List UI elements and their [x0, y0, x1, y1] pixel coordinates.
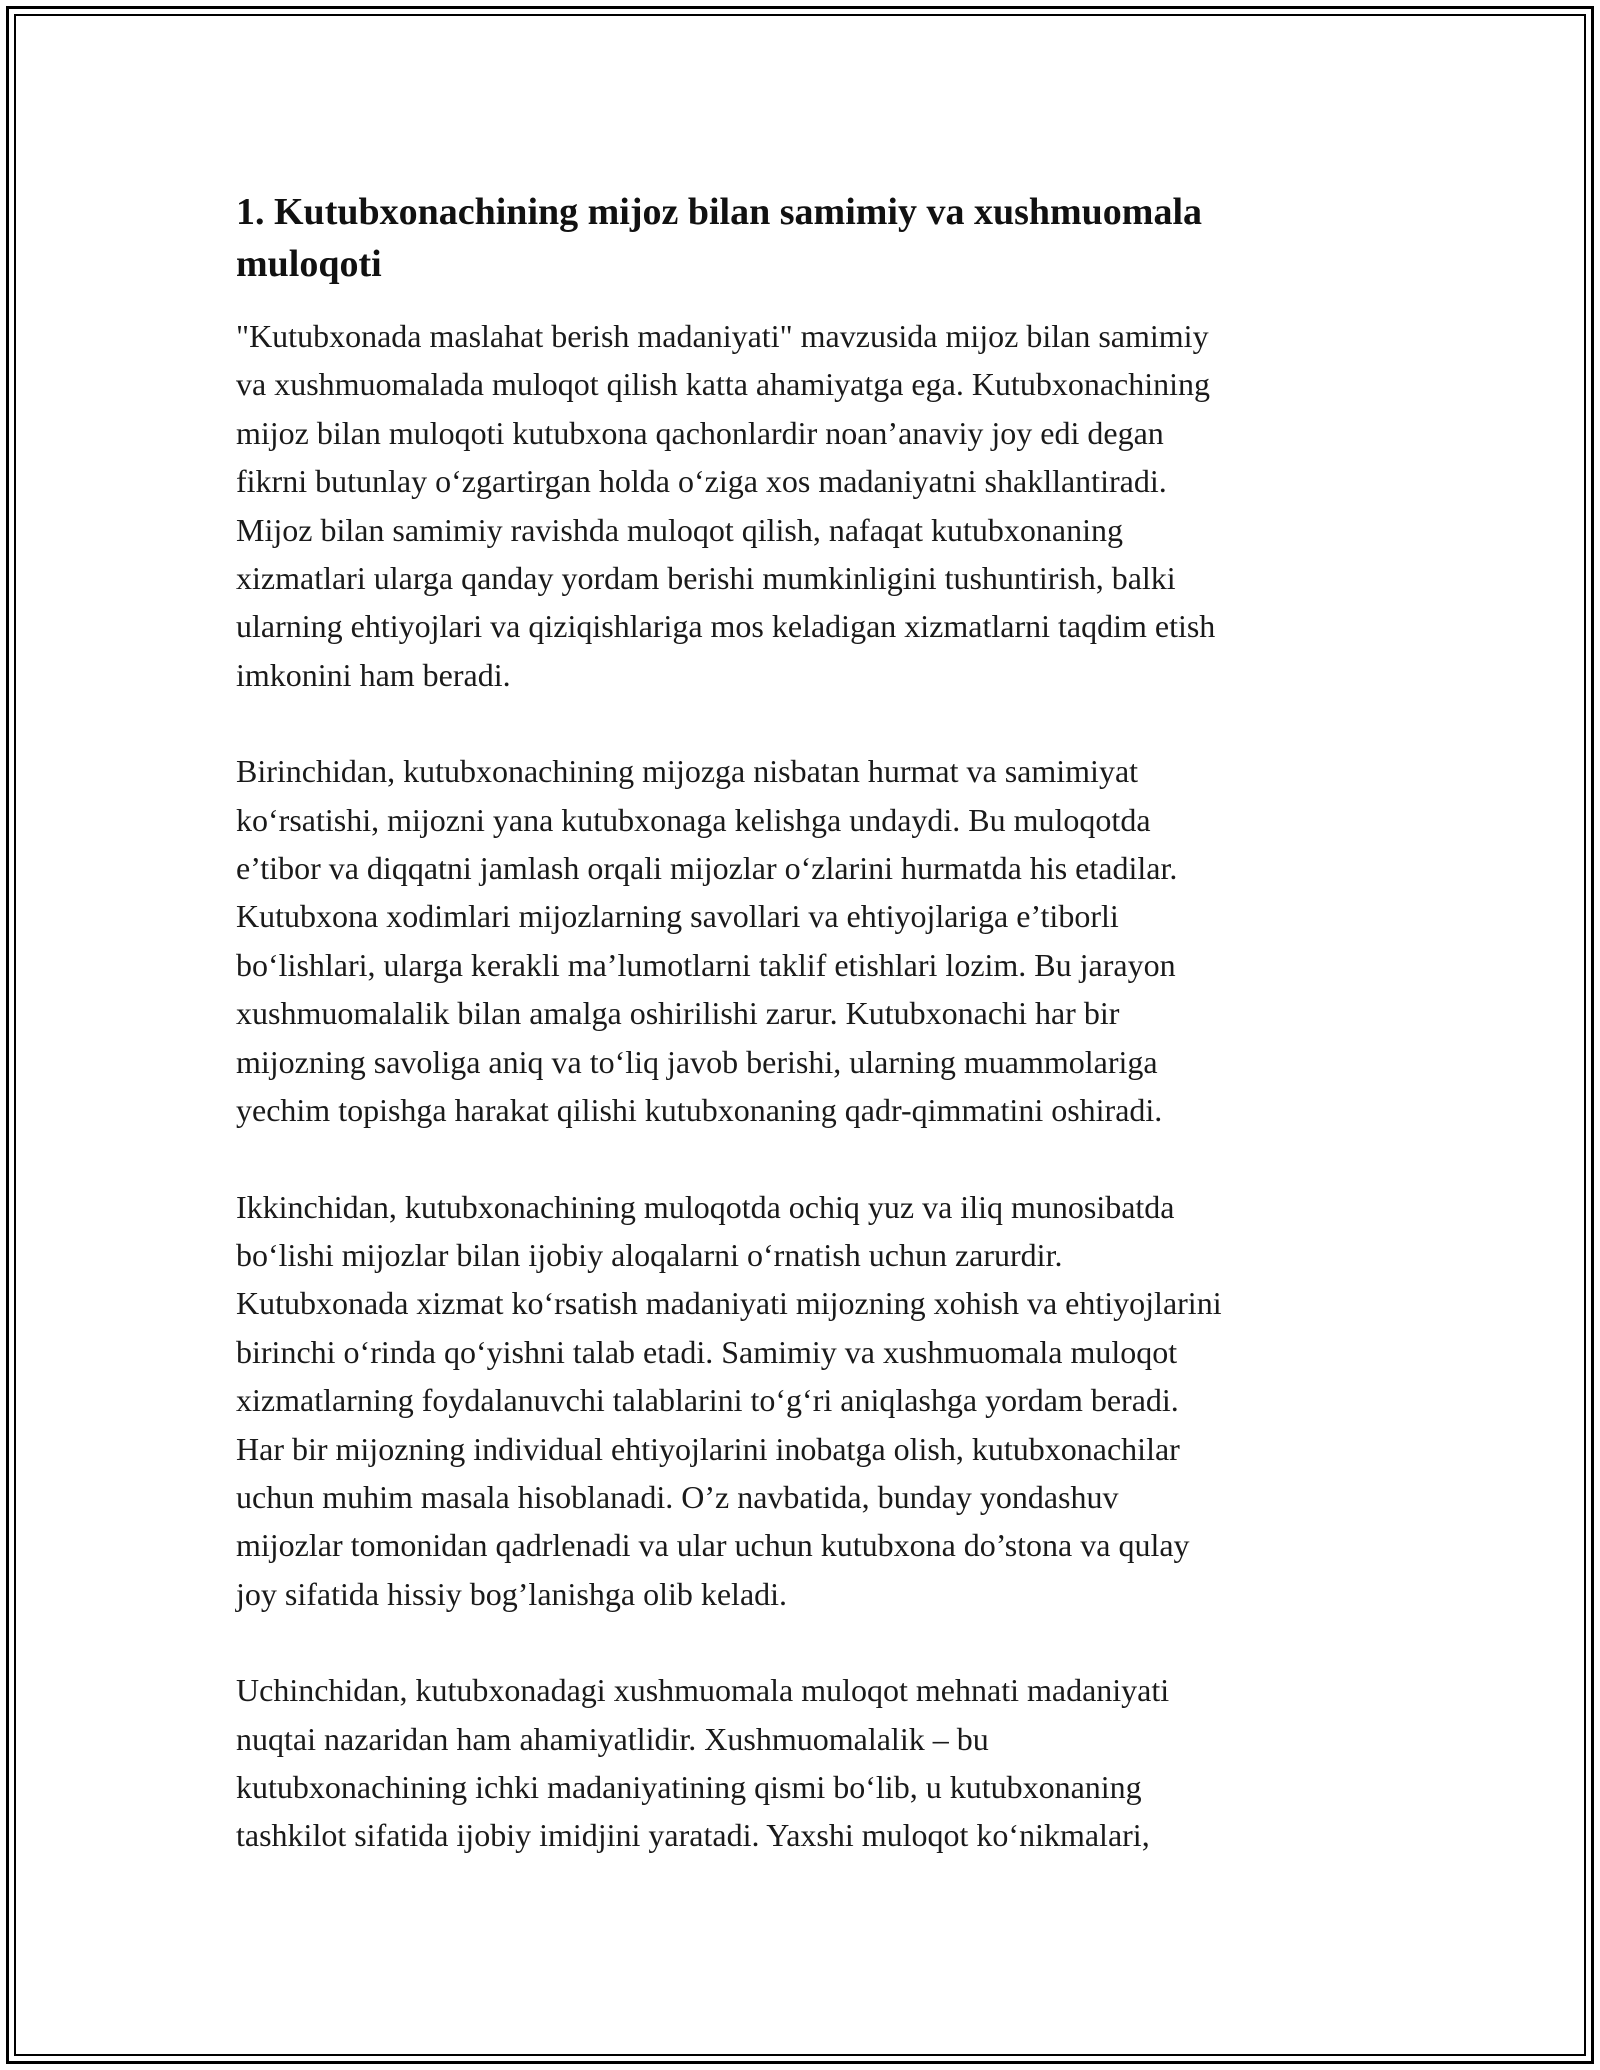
- text-line: ko‘rsatishi, mijozni yana kutubxonaga kelishga undaydi. Bu muloqotda: [236, 801, 1151, 838]
- text-line: Kutubxonada xizmat ko‘rsatish madaniyati mijozning xohish va ehtiyojlarini: [236, 1285, 1222, 1322]
- text-line: joy sifatida hissiy bog’lanishga olib keladi.: [236, 1575, 788, 1612]
- document-body: [236, 186, 1366, 1908]
- text-line: mijozning savoliga aniq va to‘liq javob berishi, ularning muammolariga: [236, 1043, 1158, 1080]
- text-line: xizmatlari ularga qanday yordam berishi mumkinligini tushuntirish, balki: [236, 560, 1176, 597]
- text-line: nuqtai nazaridan ham ahamiyatlidir. Xushmuomalalik – bu: [236, 1720, 989, 1757]
- paragraph-intro: [236, 312, 1366, 699]
- text-line: birinchi o‘rinda qo‘yishni talab etadi. Samimiy va xushmuomala muloqot: [236, 1333, 1178, 1370]
- text-line: e’tibor va diqqatni jamlash orqali mijozlar o‘zlarini hurmatda his etadilar.: [236, 850, 1178, 887]
- text-line: xizmatlarning foydalanuvchi talablarini to‘g‘ri aniqlashga yordam beradi.: [236, 1382, 1179, 1419]
- text-line: Uchinchidan, kutubxonadagi xushmuomala muloqot mehnati madaniyati: [236, 1672, 1170, 1709]
- text-line: Birinchidan, kutubxonachining mijozga nisbatan hurmat va samimiyat: [236, 753, 1139, 790]
- heading-line: muloqoti: [236, 243, 382, 285]
- text-line: bo‘lishi mijozlar bilan ijobiy aloqalarni o‘rnatish uchun zarurdir.: [236, 1236, 1063, 1273]
- text-line: kutubxonachining ichki madaniyatining qismi bo‘lib, u kutubxonaning: [236, 1768, 1142, 1805]
- text-line: "Kutubxonada maslahat berish madaniyati" mavzusida mijoz bilan samimiy: [236, 318, 1209, 354]
- paragraph-second: [236, 1183, 1366, 1619]
- text-line: Mijoz bilan samimiy ravishda muloqot qilish, nafaqat kutubxonaning: [236, 511, 1123, 548]
- text-line: fikrni butunlay o‘zgartirgan holda o‘ziga xos madaniyatni shakllantiradi.: [236, 463, 1167, 500]
- text-line: mijoz bilan muloqoti kutubxona qachonlardir noan’anaviy joy edi degan: [236, 414, 1164, 451]
- text-line: Ikkinchidan, kutubxonachining muloqotda ochiq yuz va iliq munosibatda: [236, 1188, 1175, 1225]
- text-line: ularning ehtiyojlari va qiziqishlariga mos keladigan xizmatlarni taqdim etish: [236, 608, 1216, 645]
- paragraph-first: [236, 747, 1366, 1134]
- text-line: mijozlar tomonidan qadrlenadi va ular uchun kutubxona do’stona va qulay: [236, 1527, 1190, 1564]
- text-line: yechim topishga harakat qilishi kutubxonaning qadr-qimmatini oshiradi.: [236, 1092, 1163, 1129]
- text-line: va xushmuomalada muloqot qilish katta ahamiyatga ega. Kutubxonachining: [236, 366, 1210, 403]
- text-line: uchun muhim masala hisoblanadi. O’z navbatida, bunday yondashuv: [236, 1478, 1119, 1515]
- heading-line: 1. Kutubxonachining mijoz bilan samimiy va xushmuomala: [236, 191, 1203, 233]
- text-line: xushmuomalalik bilan amalga oshirilishi zarur. Kutubxonachi har bir: [236, 995, 1120, 1032]
- text-line: Kutubxona xodimlari mijozlarning savollari va ehtiyojlariga e’tiborli: [236, 898, 1119, 935]
- text-line: tashkilot sifatida ijobiy imidjini yaratadi. Yaxshi muloqot ko‘nikmalari,: [236, 1817, 1150, 1854]
- text-line: imkonini ham beradi.: [236, 656, 511, 693]
- text-line: bo‘lishlari, ularga kerakli ma’lumotlarni taklif etishlari lozim. Bu jarayon: [236, 946, 1176, 983]
- paragraph-third: [236, 1666, 1366, 1860]
- text-line: Har bir mijozning individual ehtiyojlarini inobatga olish, kutubxonachilar: [236, 1430, 1180, 1467]
- section-heading: [236, 186, 1366, 290]
